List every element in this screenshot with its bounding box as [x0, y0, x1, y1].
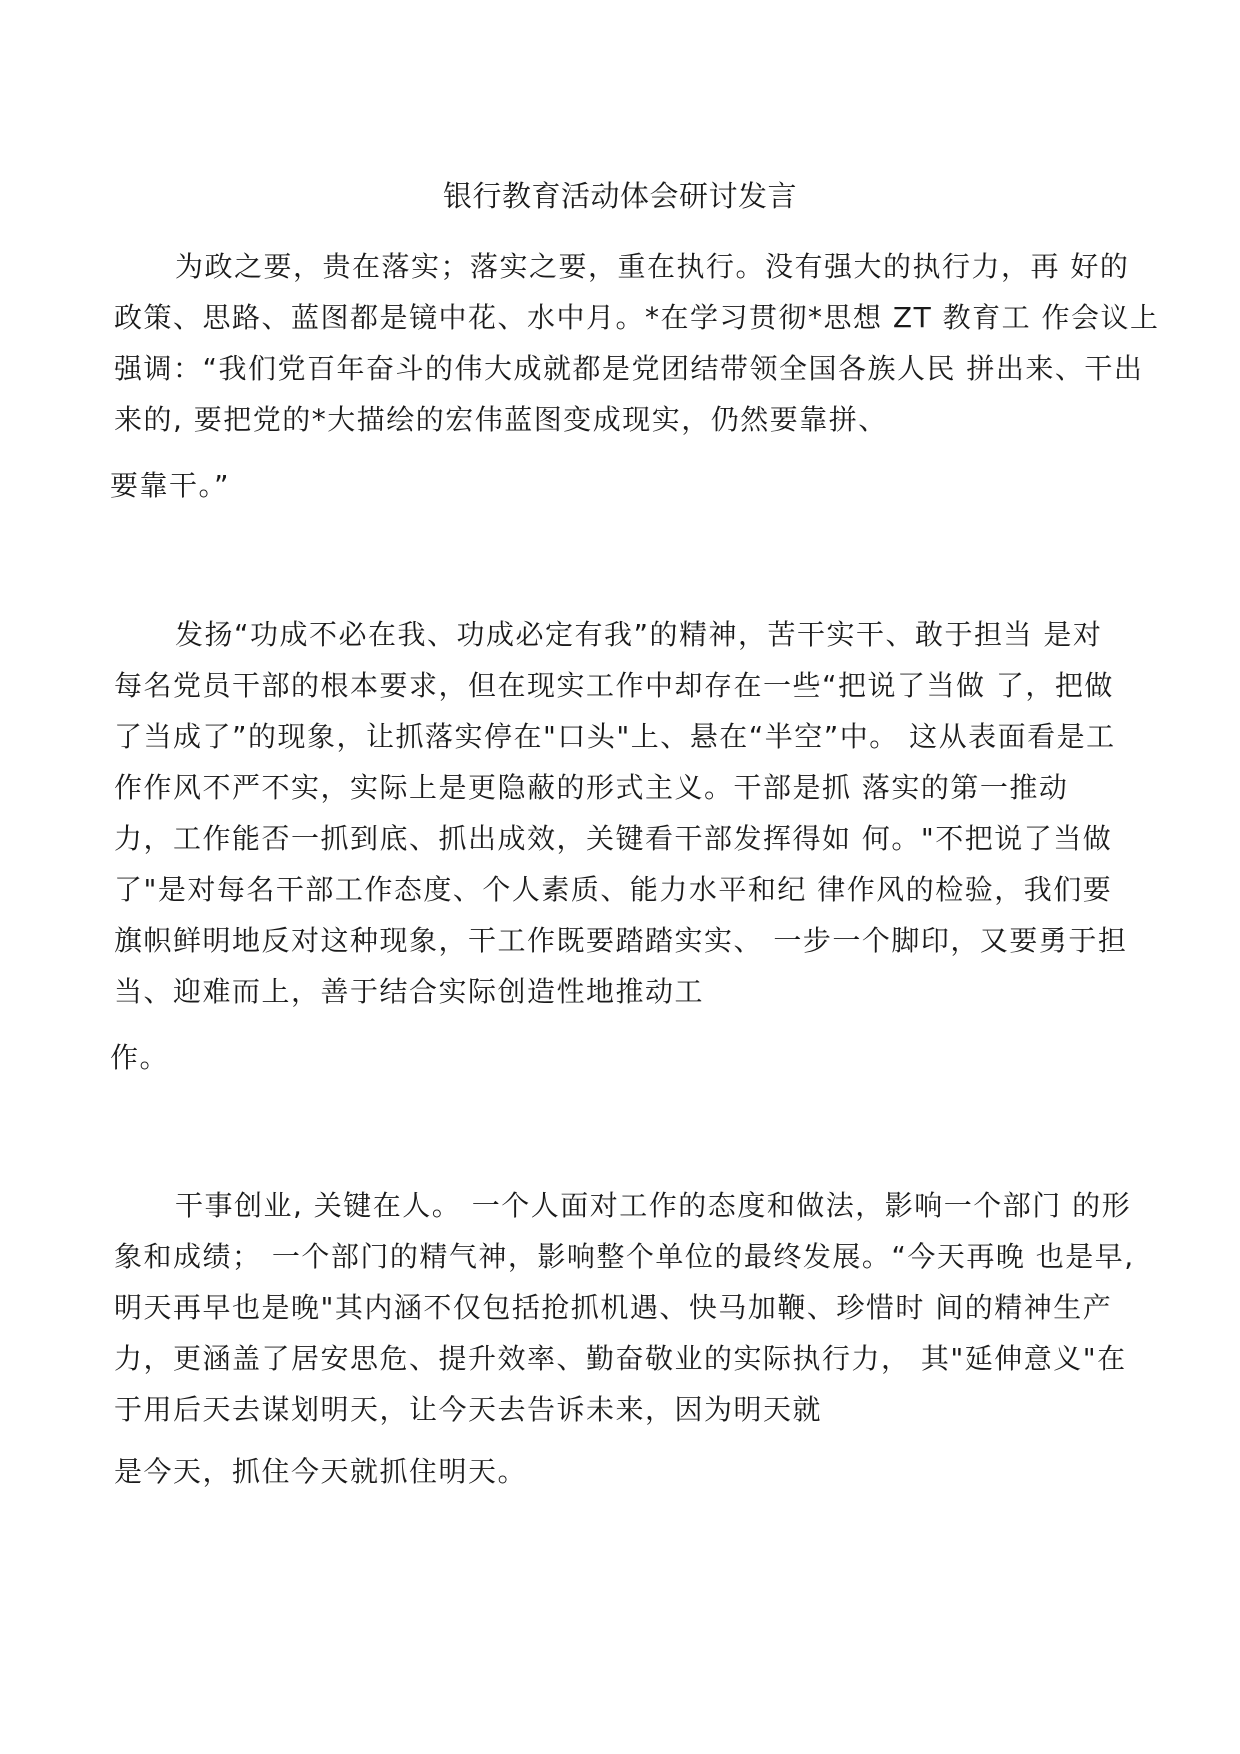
paragraph-line: 作作风不严不实，实际上是更隐蔽的形式主义。干部是抓 落实的第一推动: [114, 771, 1069, 804]
paragraph-line: 当、迎难而上，善于结合实际创造性地推动工: [114, 975, 705, 1008]
paragraph-line: 力，更涵盖了居安思危、提升效率、勤奋敬业的实际执行力， 其"延伸意义"在: [114, 1342, 1127, 1375]
paragraph-line: 了当成了”的现象，让抓落实停在"口头"上、悬在“半空”中。 这从表面看是工: [114, 720, 1116, 753]
paragraph-line: 旗帜鲜明地反对这种现象，干工作既要踏踏实实、 一步一个脚印，又要勇于担: [114, 924, 1128, 957]
paragraph-line: 明天再早也是晚"其内涵不仅包括抢抓机遇、快马加鞭、珍惜时 间的精神生产: [114, 1291, 1113, 1324]
paragraph-line: 干事创业, 关键在人。 一个人面对工作的态度和做法，影响一个部门 的形: [175, 1189, 1132, 1222]
paragraph-line: 于用后天去谋划明天，让今天去告诉未来，因为明天就: [114, 1393, 823, 1426]
paragraph-line: 为政之要，贵在落实；落实之要，重在执行。没有强大的执行力，再 好的: [175, 250, 1130, 283]
paragraph-line: 每名党员干部的根本要求，但在现实工作中却存在一些“把说了当做 了，把做: [114, 669, 1114, 702]
paragraph-line: 强调：“我们党百年奋斗的伟大成就都是党团结带领全国各族人民 拼出来、干出: [114, 352, 1144, 385]
paragraph-line: 作。: [110, 1041, 170, 1074]
paragraph-line: 是今天，抓住今天就抓住明天。: [114, 1455, 528, 1488]
paragraph-line: 发扬“功成不必在我、功成必定有我”的精神，苦干实干、敢于担当 是对: [175, 618, 1103, 651]
paragraph-line: 政策、思路、蓝图都是镜中花、水中月。*在学习贯彻*思想 ZT 教育工 作会议上: [114, 301, 1160, 334]
paragraph-line: 象和成绩； 一个部门的精气神，影响整个单位的最终发展。“今天再晚 也是早,: [114, 1240, 1135, 1273]
paragraph-line: 要靠干。”: [110, 469, 231, 502]
paragraph-line: 来的, 要把党的*大描绘的宏伟蓝图变成现实，仍然要靠拼、: [114, 403, 888, 436]
document-title: 银行教育活动体会研讨发言: [442, 179, 797, 213]
paragraph-line: 力，工作能否一抓到底、抓出成效，关键看干部发挥得如 何。"不把说了当做: [114, 822, 1113, 855]
paragraph-line: 了"是对每名干部工作态度、个人素质、能力水平和纪 律作风的检验，我们要: [114, 873, 1113, 906]
